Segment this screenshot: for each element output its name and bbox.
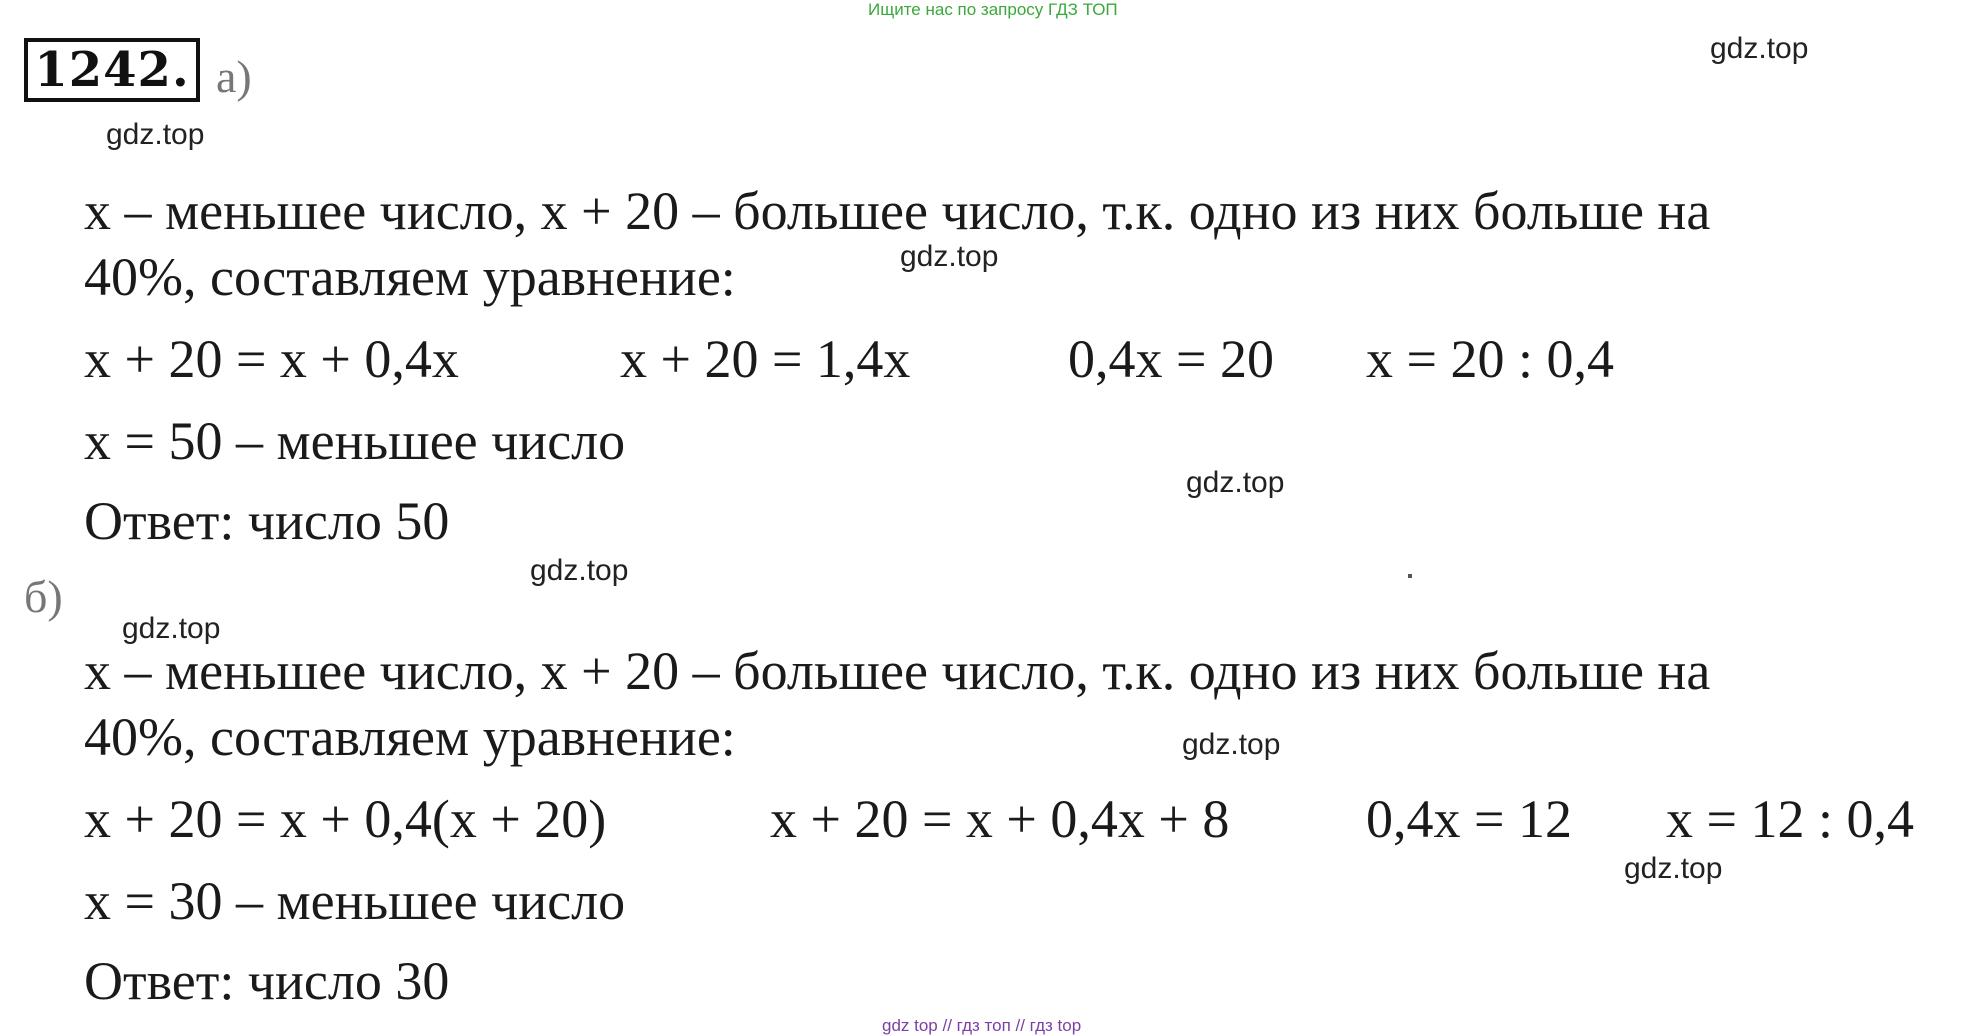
watermark: gdz.top xyxy=(900,240,999,273)
part-b-equation-2: х + 20 = х + 0,4х + 8 xyxy=(770,789,1230,849)
part-a-line-1: х – меньшее число, х + 20 – большее число, т.к. одно из них больше на xyxy=(84,181,1711,241)
part-b-answer: Ответ: число 30 xyxy=(84,951,450,1011)
stray-mark xyxy=(1408,574,1412,578)
watermark: gdz.top xyxy=(1182,728,1281,761)
watermark: gdz.top xyxy=(1710,32,1809,65)
part-b-equation-1: х + 20 = х + 0,4(х + 20) xyxy=(84,789,607,849)
footer-watermark: gdz top // гдз топ // гдз top xyxy=(882,1016,1082,1035)
part-a-equation-3: 0,4х = 20 xyxy=(1068,329,1274,389)
part-a-equation-4: х = 20 : 0,4 xyxy=(1366,329,1614,389)
part-b-line-1: х – меньшее число, х + 20 – большее число, т.к. одно из них больше на xyxy=(84,641,1711,701)
part-b-equation-3: 0,4х = 12 xyxy=(1366,789,1572,849)
watermark: gdz.top xyxy=(530,554,629,587)
part-b-result: х = 30 – меньшее число xyxy=(84,871,626,931)
top-banner: Ищите нас по запросу ГДЗ ТОП xyxy=(868,0,1118,19)
part-a-equation-1: х + 20 = х + 0,4х xyxy=(84,329,459,389)
watermark: gdz.top xyxy=(1186,466,1285,499)
part-a-equation-2: х + 20 = 1,4х xyxy=(620,329,911,389)
watermark: gdz.top xyxy=(106,118,205,151)
problem-number: 1242. xyxy=(24,38,200,102)
part-a-result: х = 50 – меньшее число xyxy=(84,411,626,471)
watermark: gdz.top xyxy=(122,612,221,645)
part-a-line-2: 40%, составляем уравнение: xyxy=(84,247,736,307)
part-b-equation-4: х = 12 : 0,4 xyxy=(1666,789,1914,849)
part-a-answer: Ответ: число 50 xyxy=(84,491,450,551)
part-a-label: а) xyxy=(216,51,252,102)
part-b-label: б) xyxy=(24,571,63,622)
part-b-line-2: 40%, составляем уравнение: xyxy=(84,707,736,767)
watermark: gdz.top xyxy=(1624,852,1723,885)
